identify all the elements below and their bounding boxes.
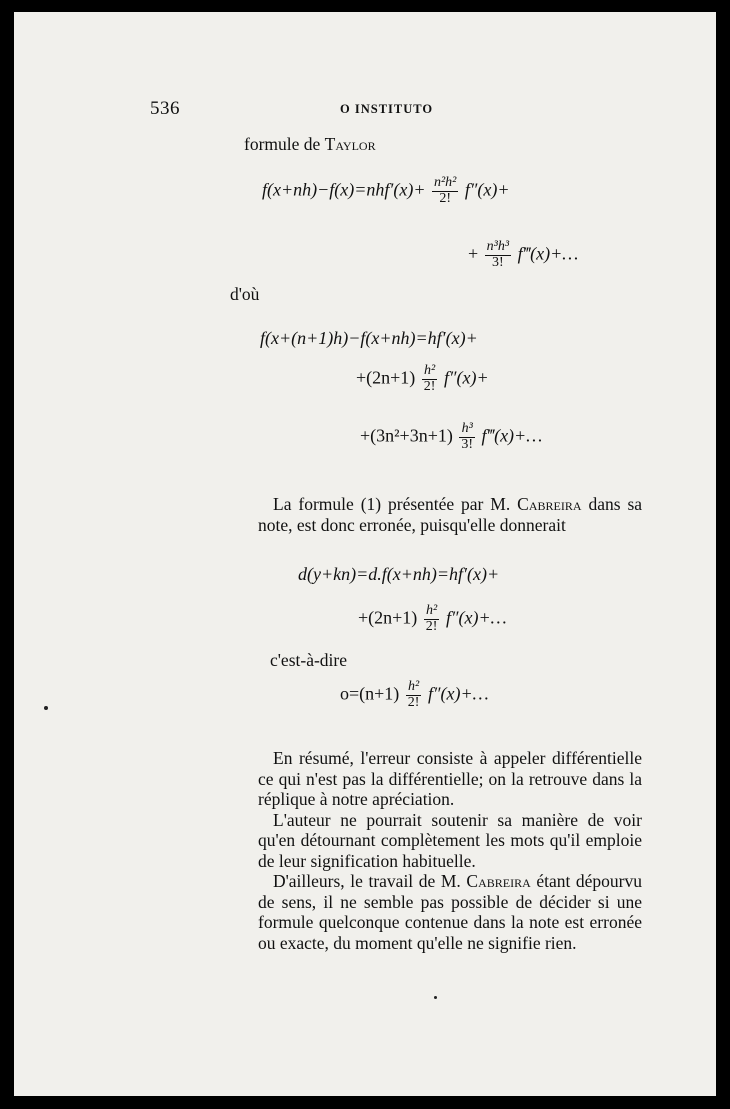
cest-a-dire-line: c'est-à-dire	[270, 650, 347, 670]
page-header	[150, 98, 504, 122]
page-number: 536	[150, 98, 180, 119]
conclusion-paragraph-2: L'auteur ne pourrait soutenir sa manière de voir qu'en détournant complètement les mots qu'il emploie de leur signification habituelle.	[258, 809, 642, 871]
conclusion-p3-part1: D'ailleurs, le travail de M.	[273, 871, 461, 891]
eq1-line1-left: f(x+nh)−f(x)=nhf′(x)+	[262, 179, 426, 200]
eq3-line2-fraction	[424, 604, 440, 634]
eq1-line2-right: f‴(x)+…	[517, 243, 579, 264]
dou-line: d'où	[230, 284, 260, 304]
document-page	[14, 12, 716, 1096]
eq1-line1-numerator: n²h²	[433, 175, 457, 190]
taylor-intro-line	[244, 134, 376, 155]
eq3-line2-denominator: 2!	[425, 618, 438, 634]
equation-1-line-1	[262, 176, 510, 206]
eq2-line2-numerator: h²	[422, 364, 438, 380]
eq2-line2-fraction	[422, 364, 438, 394]
formula-paragraph-part2: dans sa note, est donc erronée, puisqu'elle donnerait	[258, 494, 643, 535]
eq3-line1: d(y+kn)=d.f(x+nh)=hf′(x)+	[298, 564, 500, 584]
conclusion-paragraph-3	[258, 871, 642, 953]
formula-paragraph	[258, 494, 642, 535]
eq1-line1-fraction	[432, 176, 458, 206]
conclusion-block	[258, 748, 642, 953]
eq2-line3-denominator: 3!	[461, 436, 474, 452]
cabreira-name: Cabreira	[517, 494, 582, 514]
eq3-line2-numerator: h²	[424, 604, 440, 620]
taylor-intro-text: formule de	[244, 134, 321, 154]
equation-4	[340, 680, 489, 710]
eq1-line1-right: f″(x)+	[464, 179, 510, 200]
eq2-line3-right: f‴(x)+…	[481, 425, 543, 446]
conclusion-paragraph-1: En résumé, l'erreur consiste à appeler différentielle ce qui n'est pas la différentielle; on la retrouve dans la réplique à notre apréciation.	[258, 748, 642, 809]
equation-1-line-2	[468, 240, 578, 270]
eq3-line2-left: +(2n+1)	[358, 607, 418, 628]
running-head: O INSTITUTO	[340, 102, 434, 116]
eq3-line2-right: f″(x)+…	[445, 607, 507, 628]
equation-3-line-1	[298, 564, 499, 585]
eq2-line2-left: +(2n+1)	[356, 367, 416, 388]
eq1-line2-denominator: 3!	[492, 254, 504, 270]
eq2-line2-right: f″(x)+	[443, 367, 489, 388]
eq4-denominator: 2!	[407, 694, 420, 710]
eq4-fraction	[406, 680, 422, 710]
eq2-line3-left: +(3n²+3n+1)	[360, 425, 453, 446]
cabreira-name-2: Cabreira	[466, 871, 531, 891]
eq2-line1: f(x+(n+1)h)−f(x+nh)=hf′(x)+	[260, 328, 478, 348]
stray-mark-bottom	[434, 996, 437, 999]
eq1-line1-denominator: 2!	[439, 190, 451, 206]
equation-2-line-1	[260, 328, 478, 349]
eq2-line2-denominator: 2!	[423, 378, 436, 394]
eq2-line3-numerator: h³	[459, 422, 475, 438]
equation-2-line-2	[356, 364, 489, 394]
taylor-name: Taylor	[324, 134, 376, 154]
eq1-line2-fraction	[485, 240, 511, 270]
eq2-line3-fraction	[459, 422, 475, 452]
eq4-right: f″(x)+…	[427, 683, 489, 704]
equation-2-line-3	[360, 422, 542, 452]
equation-3-line-2	[358, 604, 507, 634]
stray-mark	[44, 706, 48, 710]
formula-paragraph-part1: La formule (1) présentée par M.	[273, 494, 511, 514]
eq4-numerator: h²	[406, 680, 422, 696]
eq1-line2-left: +	[468, 243, 479, 264]
conclusion-p3-part2: étant dépourvu de sens, il ne semble pas possible de décider si une formule quelconque contenue dans la note est erronée ou exacte, du moment qu'elle ne signifie rien.	[258, 871, 643, 953]
eq4-left: o=(n+1)	[340, 683, 400, 704]
eq1-line2-numerator: n³h³	[486, 239, 510, 254]
